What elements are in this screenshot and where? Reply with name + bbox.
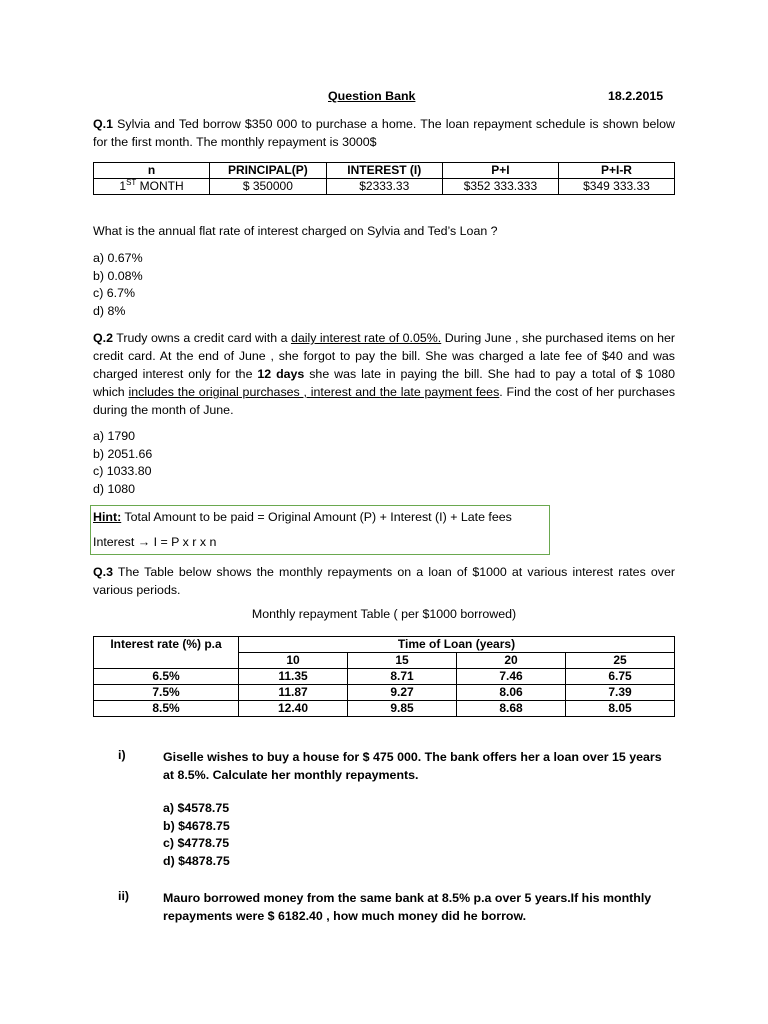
hint-formula: I = P x r x n bbox=[150, 535, 217, 549]
q3-number: Q.3 bbox=[93, 565, 113, 579]
q2-underlined-total: includes the original purchases , interest and the late payment fees bbox=[128, 385, 500, 399]
option-item: c) 6.7% bbox=[93, 286, 136, 300]
table-cell: 9.85 bbox=[348, 701, 457, 717]
table-cell: $2333.33 bbox=[326, 179, 442, 195]
table-cell: 7.46 bbox=[457, 669, 566, 685]
q2-part: . Find the cost of her purchases during the month of June. bbox=[93, 385, 676, 417]
page-date: 18.2.2015 bbox=[608, 89, 664, 103]
table-header-cell: PRINCIPAL(P) bbox=[210, 163, 327, 179]
option-item: c) 1033.80 bbox=[93, 464, 152, 478]
part-i-label: i) bbox=[118, 748, 126, 762]
q2-underlined-rate: daily interest rate of 0.05%. bbox=[290, 331, 442, 345]
q3-repayment-table bbox=[93, 636, 675, 717]
q1-statement: Sylvia and Ted borrow $350 000 to purchase a home. The loan repayment schedule is shown below for the first month. The monthly repayment is 3000$ bbox=[93, 117, 675, 149]
q2-bold-days: 12 days bbox=[257, 367, 305, 381]
option-item: d) 1080 bbox=[93, 481, 136, 496]
table-header-row bbox=[94, 163, 675, 179]
q2-part: During June , she purchased items on her credit card. At the end of June , she forgot to pay the bill. She was charged a late fee of $40 and was charged interest only for the bbox=[93, 331, 675, 381]
option-item: a) 0.67% bbox=[93, 251, 143, 265]
q2-text bbox=[93, 329, 675, 419]
hint-line bbox=[93, 510, 512, 524]
table-cell: $349 333.33 bbox=[558, 179, 674, 195]
q2-number: Q.2 bbox=[93, 331, 113, 345]
part-ii-text: Mauro borrowed money from the same bank at 8.5% p.a over 5 years.If his monthly repayments were $ 6182.40 , how much money did he borrow. bbox=[163, 891, 652, 923]
option-item: a) 1790 bbox=[93, 429, 136, 443]
table-cell: 6.75 bbox=[566, 669, 675, 685]
q3-text bbox=[93, 563, 675, 599]
hint-formula-line bbox=[93, 535, 216, 549]
q2-part: Trudy owns a credit card with a bbox=[116, 331, 291, 345]
year-cell: 20 bbox=[457, 653, 566, 669]
table-cell: 8.68 bbox=[457, 701, 566, 717]
rate-cell: 6.5% bbox=[94, 669, 239, 685]
q3-table-title: Monthly repayment Table ( per $1000 borrowed) bbox=[251, 607, 517, 621]
table-row bbox=[94, 179, 675, 195]
q1-question: What is the annual flat rate of interest charged on Sylvia and Ted’s Loan ? bbox=[93, 224, 498, 238]
option-item: d) 8% bbox=[93, 303, 126, 318]
q2-part: she was late in paying the bill. She had to pay a total of $ 1080 which bbox=[93, 367, 675, 399]
option-item: b) 2051.66 bbox=[93, 446, 153, 461]
part-ii-label: ii) bbox=[118, 889, 130, 903]
table-row bbox=[94, 669, 675, 685]
page-title: Question Bank bbox=[328, 89, 416, 103]
hint-interest-label: Interest bbox=[93, 535, 138, 549]
table-cell: 7.39 bbox=[566, 685, 675, 701]
table-cell: 8.71 bbox=[348, 669, 457, 685]
table-cell-n bbox=[94, 179, 210, 195]
table-header-cell: n bbox=[94, 163, 210, 179]
table-cell: 8.05 bbox=[566, 701, 675, 717]
table-header-cell: P+I-R bbox=[558, 163, 674, 179]
option-item: c) $4778.75 bbox=[163, 836, 230, 850]
q1-text bbox=[93, 115, 675, 151]
month-label: MONTH bbox=[136, 179, 184, 193]
part-i-text: Giselle wishes to buy a house for $ 475 000. The bank offers her a loan over 15 years at 8.5%. Calculate her monthly repayments. bbox=[163, 750, 662, 782]
table-cell: 12.40 bbox=[239, 701, 348, 717]
hint-box bbox=[90, 505, 550, 555]
year-cell: 15 bbox=[348, 653, 457, 669]
option-item: d) $4878.75 bbox=[163, 853, 230, 868]
rate-cell: 8.5% bbox=[94, 701, 239, 717]
table-row bbox=[94, 701, 675, 717]
rate-header: Interest rate (%) p.a bbox=[94, 637, 239, 669]
q1-options bbox=[93, 250, 143, 320]
table-cell: 9.27 bbox=[348, 685, 457, 701]
q1-loan-table bbox=[93, 162, 675, 195]
table-header-cell: P+I bbox=[442, 163, 558, 179]
table-header-cell: INTEREST (I) bbox=[326, 163, 442, 179]
q2-options bbox=[93, 428, 152, 498]
option-item: b) $4678.75 bbox=[163, 818, 230, 833]
q1-number: Q.1 bbox=[93, 117, 113, 131]
part-i-options bbox=[163, 800, 230, 870]
ordinal-suffix: ST bbox=[126, 178, 137, 187]
table-cell: $ 350000 bbox=[210, 179, 327, 195]
year-cell: 25 bbox=[566, 653, 675, 669]
rate-cell: 7.5% bbox=[94, 685, 239, 701]
option-item: b) 0.08% bbox=[93, 268, 143, 283]
hint-label: Hint: bbox=[93, 510, 122, 524]
time-header: Time of Loan (years) bbox=[239, 637, 675, 653]
table-cell: 11.35 bbox=[239, 669, 348, 685]
table-cell: $352 333.333 bbox=[442, 179, 558, 195]
hint-text: Total Amount to be paid = Original Amount (P) + Interest (I) + Late fees bbox=[121, 510, 512, 524]
year-cell: 10 bbox=[239, 653, 348, 669]
table-row bbox=[94, 685, 675, 701]
table-cell: 11.87 bbox=[239, 685, 348, 701]
option-item: a) $4578.75 bbox=[163, 801, 230, 815]
table-header-row bbox=[94, 637, 675, 653]
q3-statement: The Table below shows the monthly repayments on a loan of $1000 at various interest rates over various periods. bbox=[93, 565, 675, 597]
ordinal-number: 1 bbox=[119, 179, 127, 193]
table-cell: 8.06 bbox=[457, 685, 566, 701]
arrow-right-icon: → bbox=[137, 535, 151, 549]
